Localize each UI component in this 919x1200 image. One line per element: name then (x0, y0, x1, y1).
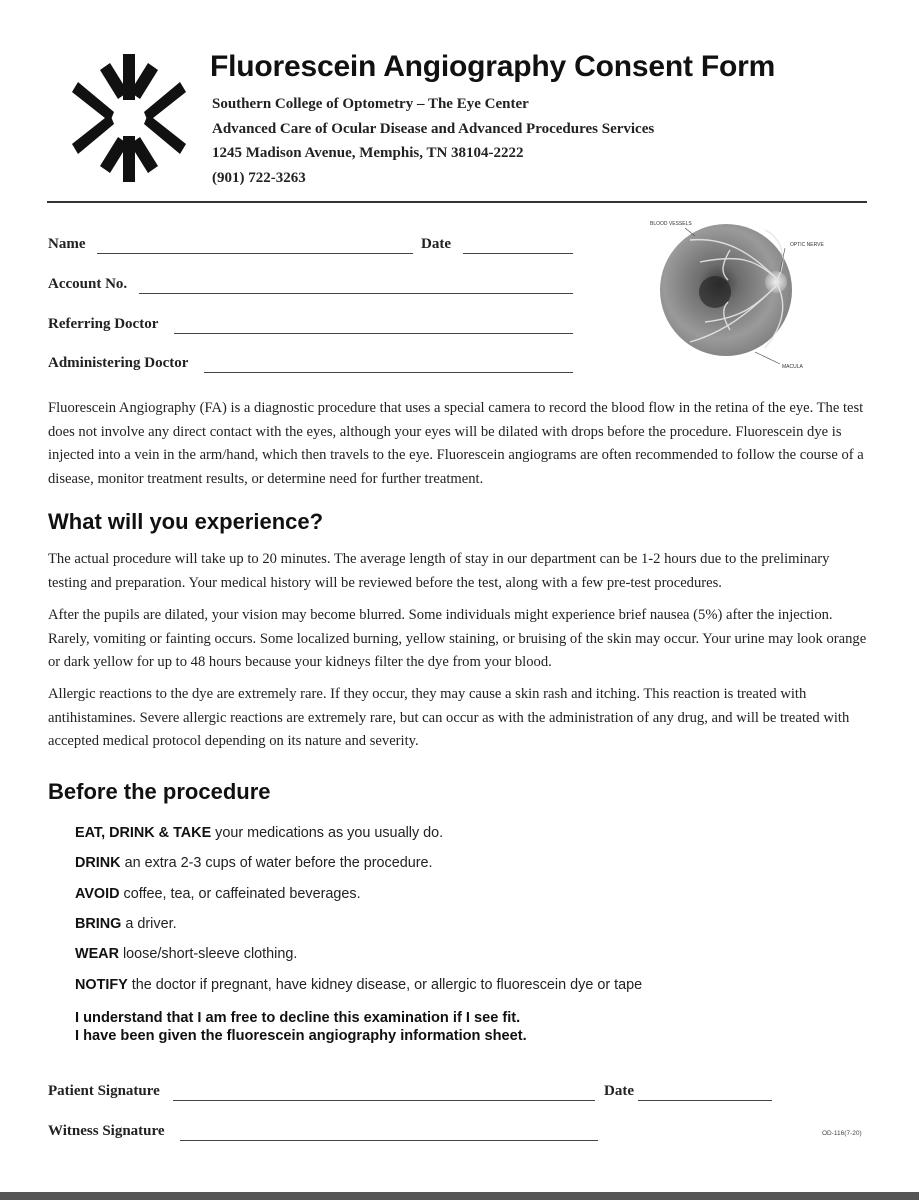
list-item-text: the doctor if pregnant, have kidney disease, or allergic to fluorescein dye or tape (127, 977, 643, 993)
list-item-keyword: AVOID (75, 886, 120, 902)
org-line: Southern College of Optometry – The Eye Center (212, 96, 529, 112)
blood-vessels-label: BLOOD VESSELS (650, 221, 692, 227)
optic-nerve-label: OPTIC NERVE (790, 242, 824, 248)
list-item-keyword: DRINK (75, 855, 121, 871)
list-item (75, 886, 361, 902)
org-line: Advanced Care of Ocular Disease and Advanced Procedures Services (212, 120, 655, 137)
list-item (75, 946, 297, 962)
list-item (75, 855, 433, 871)
retina-illustration (630, 212, 830, 382)
witness-signature-label: Witness Signature (48, 1123, 165, 1139)
experience-paragraph: The actual procedure will take up to 20 minutes. The average length of stay in our department can be 1-2 hours due to the preliminary testing and preparation. Your medical history will be reviewed before the test, along with a few pre-test procedures. (48, 551, 830, 591)
form-title: Fluorescein Angiography Consent Form (210, 50, 776, 83)
referring-doctor-label: Referring Doctor (48, 316, 159, 332)
list-item-keyword: BRING (75, 916, 122, 932)
list-item-keyword: WEAR (75, 946, 119, 962)
account-label: Account No. (48, 276, 128, 292)
patient-signature-label: Patient Signature (48, 1083, 160, 1099)
date-field[interactable] (463, 253, 573, 254)
decline-statement: I understand that I am free to decline this examination if I see fit. (75, 1010, 521, 1026)
list-item-keyword: EAT, DRINK & TAKE (75, 825, 212, 841)
account-field[interactable] (139, 293, 573, 294)
header-divider (47, 201, 867, 203)
witness-signature-field[interactable] (180, 1140, 598, 1141)
signature-date-label: Date (604, 1083, 634, 1099)
form-number: OD-116(7-20) (822, 1130, 862, 1137)
list-item (75, 916, 177, 932)
before-procedure-heading: Before the procedure (48, 779, 271, 804)
org-line: 1245 Madison Avenue, Memphis, TN 38104-2222 (212, 145, 524, 161)
administering-doctor-field[interactable] (204, 372, 573, 373)
referring-doctor-field[interactable] (174, 333, 573, 334)
list-item-text: an extra 2-3 cups of water before the procedure. (120, 855, 433, 871)
experience-paragraph: Allergic reactions to the dye are extremely rare. If they occur, they may cause a skin rash and itching. This reaction is treated with antihistamines. Severe allergic reactions are extremely rare, but can occur as with the administration of any drug, and will be treated with accepted medical protocol depending on its nature and severity. (48, 686, 850, 749)
name-label: Name (48, 236, 86, 252)
macula-label: MACULA (782, 364, 803, 370)
page-bottom-edge (0, 1192, 919, 1200)
list-item-text: your medications as you usually do. (211, 825, 444, 841)
info-sheet-statement: I have been given the fluorescein angiography information sheet. (75, 1028, 527, 1044)
college-logo (70, 52, 188, 184)
org-line: (901) 722-3263 (212, 169, 306, 186)
list-item (75, 825, 443, 841)
list-item (75, 977, 642, 993)
experience-heading: What will you experience? (48, 509, 324, 534)
administering-doctor-label: Administering Doctor (48, 355, 189, 371)
intro-paragraph: Fluorescein Angiography (FA) is a diagnostic procedure that uses a special camera to record the blood flow in the retina of the eye. The test does not involve any direct contact with the eyes, although your eyes will be dilated with drops before the procedure. Fluorescein dye is injected into a vein in the arm/hand, which then travels to the eye. Fluorescein angiograms are often recommended to follow the course of a disease, monitor treatment results, or determine need for further treatment. (48, 400, 864, 487)
list-item-text: coffee, tea, or caffeinated beverages. (119, 886, 361, 902)
patient-signature-field[interactable] (173, 1100, 595, 1101)
name-field[interactable] (97, 253, 413, 254)
signature-date-field[interactable] (638, 1100, 772, 1101)
experience-paragraph: After the pupils are dilated, your vision may become blurred. Some individuals might experience brief nausea (5%) after the injection. Rarely, vomiting or fainting occurs. Some localized burning, yellow staining, or bruising of the skin may occur. Your urine may look orange or dark yellow for up to 48 hours because your kidneys filter the dye from your blood. (48, 607, 867, 670)
organization-block (212, 92, 654, 190)
list-item-text: a driver. (121, 916, 177, 932)
list-item-keyword: NOTIFY (75, 977, 128, 993)
date-label: Date (421, 236, 451, 252)
list-item-text: loose/short-sleeve clothing. (118, 946, 298, 962)
